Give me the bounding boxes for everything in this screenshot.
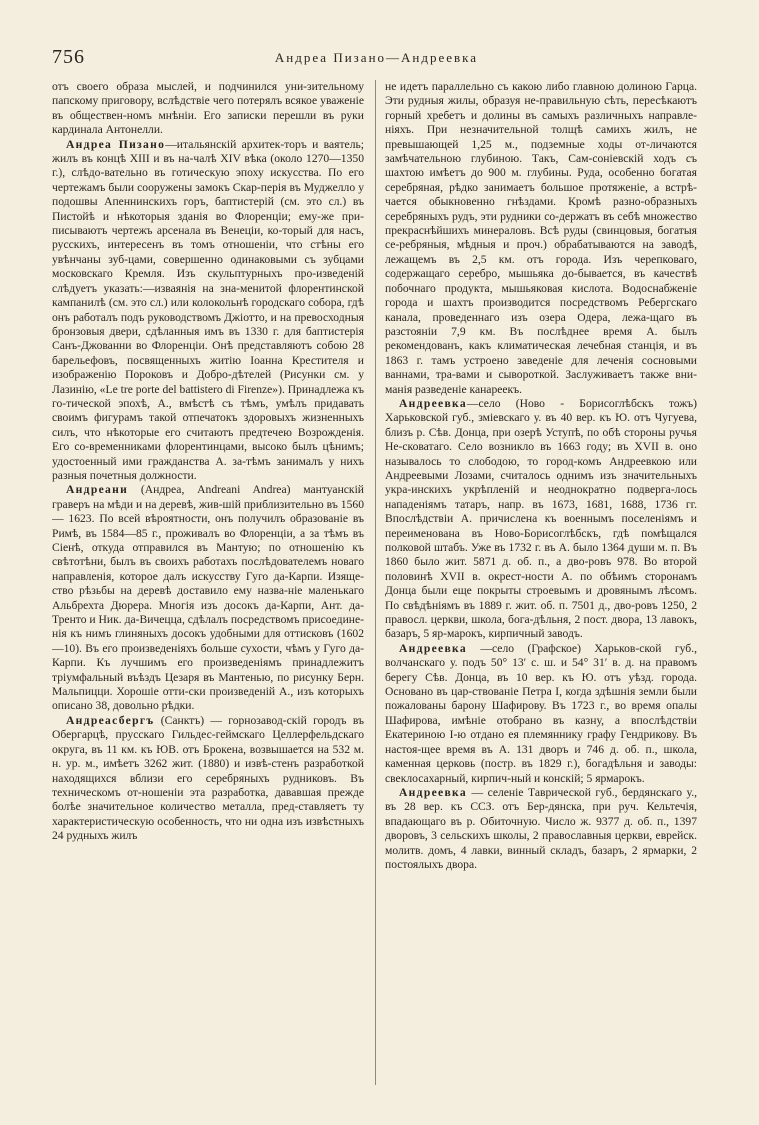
- page-number: 756: [52, 46, 85, 68]
- entry-text: (Андреа, Andreani Andrea) мантуанскій граверъ на мѣди и на деревѣ, жив-шій приблизительно въ 1560 — 1623. По всей вѣроятности, онъ получилъ образованіе въ Римѣ, въ 1584—85 г., проживалъ во Флоренціи, а за тѣмъ въ Сіенѣ, откуда отправился въ Мантую; по отношенію къ свѣтотѣни, былъ въ своихъ работахъ послѣдователемъ новаго направленія, которое далъ искусству Гуго да-Карпи. Изяще-ство рѣзьбы на деревѣ доставило ему назва-ніе маленькаго Альбрехта Дюрера. Многія изъ досокъ да-Карпи, Ант. да-Тренто и Ник. да-Вичецца, сдѣлалъ посредствомъ присоедине-нія къ нимъ глиняныхъ досокъ удобными для оттисковъ (1602—10). Въ его произведеніяхъ больше сухости, чѣмъ у Гуго да-Карпи. Къ лучшимъ его произведеніямъ принадлежитъ тріумфальный въѣздъ Цезаря въ Мантенью, по рисунку Берн. Мальпицци. Хорошіе отти-ски произведеній А., изъ которыхъ описано 38, довольно рѣдки.: [52, 483, 364, 713]
- entry-text: — селеніе Таврической губ., бердянскаго у., въ 28 вер. къ ССЗ. отъ Бер-дянска, при руч. Кельтечія, впадающаго въ р. Обиточную. Число ж. 9377 д. об. п., 1397 дворовъ, 3 сельскихъ школы, 2 православныя церкви, еврейск. молитв. домъ, 4 лавки, винный складъ, базаръ, 2 ярмарки, 2 постоялыхъ двора.: [385, 785, 697, 871]
- entry-paragraph: [52, 714, 364, 844]
- entry-headword: Андреасбергъ: [66, 713, 155, 727]
- running-head: Андреа Пизано—Андреевка: [274, 50, 479, 65]
- entry-headword: Андреевка: [399, 641, 467, 655]
- entry-paragraph: [385, 397, 697, 642]
- entry-paragraph: [385, 642, 697, 786]
- entry-paragraph: [385, 786, 697, 872]
- entry-paragraph: [52, 138, 364, 484]
- page-header: [52, 46, 701, 74]
- entry-headword: Андреевка: [399, 396, 467, 410]
- continuation-paragraph: не идетъ параллельно съ какою либо главною долиною Гарца. Эти рудныя жилы, образуя не-правильную сѣть, пересѣкаютъ горный хребетъ и долины въ самыхъ различныхъ направле-ніяхъ. При незначительной толщѣ самихъ жилъ, не превышающей 1,25 м., подземные ходы от-личаются замѣчательною глубиною. Такъ, Сам-соніевскій ходъ съ шахтою имѣетъ до 900 м. глубины. Руда, особенно богатая серебряная, рѣдко занимаетъ большое протяженіе, а встрѣ-чается обыкновенно гнѣздами. Кромѣ разно-образныхъ серебряныхъ рудъ, эти рудники со-держатъ въ себѣ множество прекраснѣйшихъ минераловъ. Всѣ руды (свинцовыя, богатыя се-ребряныя, мѣдныя и проч.) обрабатываются на заводѣ, лежащемъ въ 2,5 км. отъ города. Изъ черепковаго, содержащаго серебро, мышьяка до-бывается, въ качествѣ побочнаго продукта, мышьяковая кислота. Водоснабженіе города и шахтъ производится посредствомъ Ребергскаго канала, проведеннаго изъ озера Одера, лежа-щаго въ разстояніи 7,9 км. Въ послѣднее время А. былъ рекомендованъ, какъ климатическая лечебная станція, и въ 1863 г. тамъ устроено заведеніе для леченія сосновыми ваннами, тра-вами и сывороткой. Заслуживаетъ также вни-манія разведеніе канареекъ.: [385, 80, 697, 396]
- entry-headword: Андреа Пизано: [66, 137, 166, 151]
- entry-text: —село (Графское) Харьков-ской губ., волчанскаго у. подъ 50° 13′ с. ш. и 54° 31′ в. д. на правомъ берегу Сѣв. Донца, въ 10 вер. къ Ю. отъ уѣзд. города. Основано въ цар-ствованіе Петра I, когда здѣшнія земли были пожалованы барону Шафирову. Въ 1723 г., во время опалы Шафирова, имѣніе отобрано въ казну, а впослѣдствіи Екатериною I-ю отдано ея племяннику графу Гендрикову. Въ настоя-щее время въ А. 131 дворъ и 746 д. об. п., школа, каменная церковь (постр. въ 1829 г.), богадѣльня и заводы: свеклосахарный, кирпич-ный и конскій; 5 ярмарокъ.: [385, 641, 697, 785]
- column-divider: [375, 80, 376, 1085]
- entry-paragraph: [52, 483, 364, 714]
- entry-text: —итальянскій архитек-торъ и ваятель; жилъ въ концѣ XIII и въ на-чалѣ XIV вѣка (около 1270—1350 г.), слѣдо-вательно въ готическую эпоху искусства. По его чертежамъ были сооружены замокъ Скар-перія въ Муджелло у подошвы Апеннинскихъ горъ, баптистерій (см. это сл.) въ Пистойѣ и нѣкоторыя зданія во Флоренціи; ему-же при-писываютъ чертежъ арсенала въ Венеціи, ко-торый для насъ, русскихъ, интересенъ въ томъ отношеніи, что стѣны его увѣнчаны зуб-цами, совершенно одинаковыми съ зубцами московскаго Кремля. Изъ скульптурныхъ про-изведеній слѣдуетъ указать:—изваянія на зна-менитой флорентинской кампанилѣ (см. это сл.) или колокольнѣ городскаго собора, гдѣ онъ работалъ подъ руководствомъ Джіотто, и на превосходныя бронзовыя двери, сдѣланныя имъ въ 1330 г. для баптистерія Санъ-Джованни во Флоренціи. Онѣ представляютъ собою 28 барельефовъ, посвященныхъ житію Іоанна Крестителя и изображенію Пороковъ и Добро-дѣтелей (Рисунки см. у Лазинію, «Le tre porte del battistero di Firenze»). Принадлежа къ го-тической эпохѣ, А., вмѣстѣ съ тѣмъ, умѣлъ придавать своимъ фигурамъ такой отпечатокъ здоровыхъ жизненныхъ силъ, что нѣкоторые его считаютъ предтечею Возрожденія. Его со-временниками флорентинцами, высоко былъ цѣнимъ; удостоенный ими гражданства А. за-тѣмъ занималъ у нихъ разныя почетныя должности.: [52, 137, 364, 482]
- continuation-paragraph: отъ своего образа мыслей, и подчинился уни-зительному папскому приговору, вслѣдствіе чего потерялъ всякое уваженіе въ обществен-номъ мнѣніи. Его записки перешли въ руки кардинала Антонелли.: [52, 80, 364, 137]
- entry-headword: Андреани: [66, 483, 129, 497]
- entry-text: —село (Ново - Борисоглѣбскъ тожъ) Харьковской губ., змiевскаго у. въ 40 вер. къ Ю. отъ Чугуева, близъ р. Сѣв. Донца, при озерѣ Уступѣ, по обѣ стороны ручья Не-сковатаго. Село возникло въ 1663 году; въ XVII в. оно называлось то слободою, то город-комъ Андреевкою или Андреевыми Лозами, считалось однимъ изъ значительныхъ укра-инскихъ укрѣпленій и неоднократно подверга-лось нападеніямъ татаръ, напр. въ 1673, 1681, 1688, 1736 гг. Впослѣдствіи А. причислена къ военнымъ поселеніямъ и переименована въ Ново-Борисоглѣбскъ, гдѣ помѣщался полковой штабъ. Уже въ 1732 г. въ А. было 1364 души м. п. Въ 1860 было жит. 5871 д. об. п., а дво-ровъ 978. Во второй половинѣ XVII в. окрест-ности А. по обѣимъ сторонамъ Донца были еще покрыты строевымъ и дровянымъ лѣсомъ. По свѣдѣніямъ въ 1889 г. жит. об. п. 7501 д., дво-ровъ 1250, 2 правосл. церкви, школа, бога-дѣльня, 2 пост. двора, 13 лавокъ, базаръ, 5 яр-марокъ, кирпичный заводъ.: [385, 396, 697, 641]
- left-column: [52, 80, 364, 1090]
- right-column: [385, 80, 697, 1090]
- entry-text: (Санктъ) — горнозавод-скій городъ въ Обергарцѣ, прусскаго Гильдес-геймскаго Целлерфельдскаго округа, въ 11 км. къ ЮВ. отъ Брокена, возвышается на 532 м. н. ур. м., имѣетъ 3262 жит. (1880) и извѣ-стенъ разработкой находящихся вблизи его серебряныхъ рудниковъ. Въ техническомъ от-ношеніи эта разработка, дававшая прежде болѣе значительное количество металла, пред-ставляетъ ту характеристическую особенность, что ни одна изъ извѣстныхъ 24 рудныхъ жилъ: [52, 713, 364, 843]
- entry-headword: Андреевка: [399, 785, 467, 799]
